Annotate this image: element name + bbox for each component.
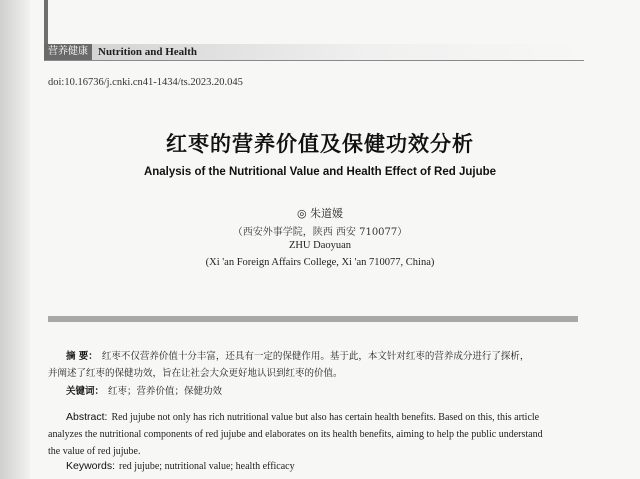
keywords-cn-text: 红枣；营养价值；保健功效 [108, 386, 223, 397]
abstract-cn-text: 红枣不仅营养价值十分丰富，还具有一定的保健作用。基于此，本文针对红枣的营养成分进行了探析， [101, 351, 530, 362]
keywords-en-label: Keywords: [66, 460, 116, 472]
keywords-cn-label: 关键词： [66, 386, 105, 397]
abstract-en-label: Abstract: [66, 411, 108, 423]
abstract-en [48, 409, 588, 460]
doi-line: doi:10.16736/j.cnki.cn41-1434/ts.2023.20.045 [48, 77, 243, 88]
running-header [44, 44, 584, 60]
margin-rule [44, 0, 48, 44]
header-divider [44, 60, 584, 61]
abstract-en-text: the value of red jujube. [48, 446, 141, 457]
abstract-cn-text: 并阐述了红枣的保健功效，旨在让社会大众更好地认识到红枣的价值。 [48, 368, 343, 379]
keywords-en-text: red jujube; nutritional value; health efficacy [119, 461, 295, 472]
abstract-cn-label: 摘 要： [66, 351, 98, 362]
abstract-en-text: Red jujube not only has rich nutritional value but also has certain health benefits. Based on this, this article [111, 412, 540, 423]
abstract-en-text: analyzes the nutritional components of red jujube and elaborates on its health benefits, aiming to help the public understand [48, 429, 543, 440]
affiliation-en: (Xi 'an Foreign Affairs College, Xi 'an 710077, China) [205, 257, 435, 268]
section-tag: 营养健康 [44, 44, 92, 60]
abstract-cn [48, 348, 588, 382]
paper-title-cn: 红枣的营养价值及保健功效分析 [166, 132, 474, 156]
author-name-cn: ◎ 朱道媛 [296, 207, 344, 220]
affiliation-cn: （西安外事学院，陕西 西安 710077） [232, 227, 408, 238]
abstract-en-line [48, 409, 588, 426]
abstract-cn-line [48, 348, 588, 365]
section-title: Nutrition and Health [98, 46, 198, 58]
keywords-en [66, 460, 295, 472]
author-name-en: ZHU Daoyuan [288, 240, 352, 251]
section-divider [48, 316, 578, 322]
keywords-cn [66, 383, 222, 397]
paper-title-en: Analysis of the Nutritional Value and Health Effect of Red Jujube [143, 166, 497, 178]
